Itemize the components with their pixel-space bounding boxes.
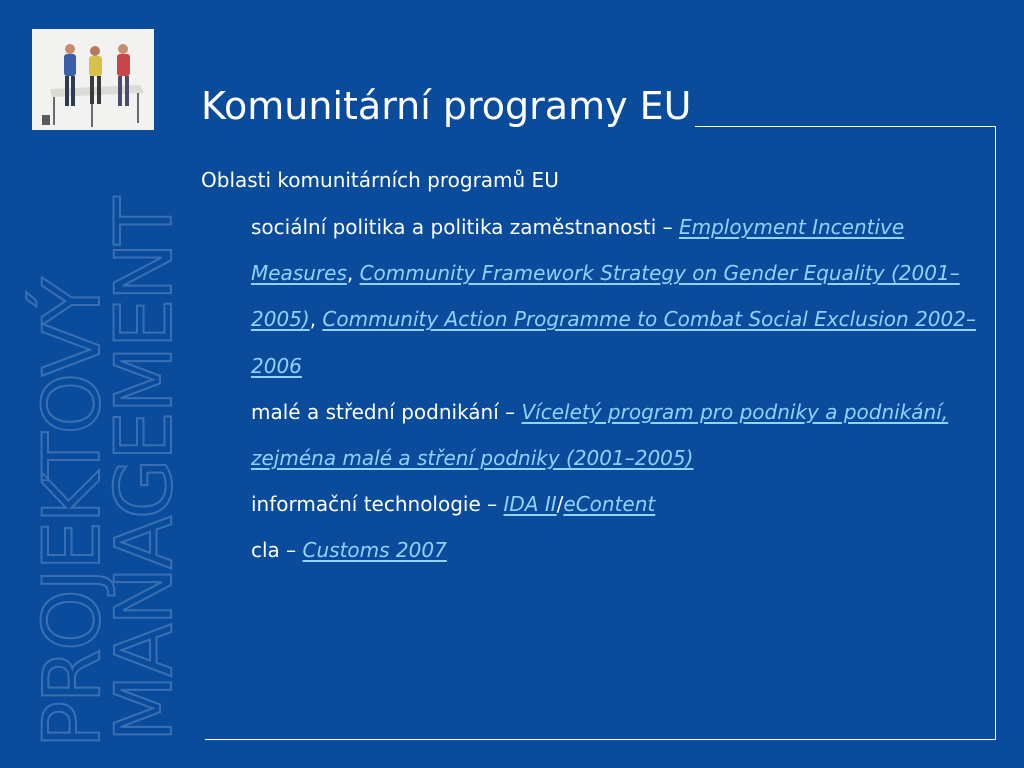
list-item	[251, 527, 979, 573]
watermark-line-2: MANAGEMENT	[100, 198, 190, 742]
team-photo-illustration	[32, 29, 154, 130]
topic-list	[251, 204, 979, 574]
separator: ,	[309, 307, 323, 332]
item-prefix: sociální politika a politika zaměstnanosti –	[251, 215, 679, 239]
team-photo	[32, 29, 154, 130]
item-prefix: informační technologie –	[251, 492, 504, 517]
link-employment-incentive-measures[interactable]: Employment Incentive Measures	[251, 215, 905, 286]
separator: /	[556, 492, 564, 517]
link-social-exclusion-programme[interactable]: Community Action Programme to Combat Social Exclusion 2002–2006	[251, 307, 976, 378]
item-prefix: malé a střední podnikání –	[251, 399, 522, 424]
separator: ,	[346, 261, 360, 286]
link-customs-2007[interactable]: Customs 2007	[302, 538, 447, 563]
item-prefix: cla –	[251, 538, 303, 563]
slide-title: Komunitární programy EU	[201, 84, 695, 128]
list-item	[251, 481, 979, 527]
watermark-line-1: PROJEKTOVÝ	[28, 279, 118, 748]
slide-subtitle: Oblasti komunitárních programů EU	[201, 168, 559, 192]
list-item	[251, 204, 979, 389]
list-item	[251, 389, 979, 481]
link-econtent[interactable]: eContent	[563, 492, 656, 517]
link-ida-ii[interactable]: IDA II	[503, 492, 557, 517]
link-sme-programme[interactable]: Víceletý program pro podniky a podnikání, zejména malé a stření podniky (2001–2005)	[251, 399, 949, 471]
link-gender-equality-strategy[interactable]: Community Framework Strategy on Gender Equality (2001–2005)	[251, 261, 960, 332]
